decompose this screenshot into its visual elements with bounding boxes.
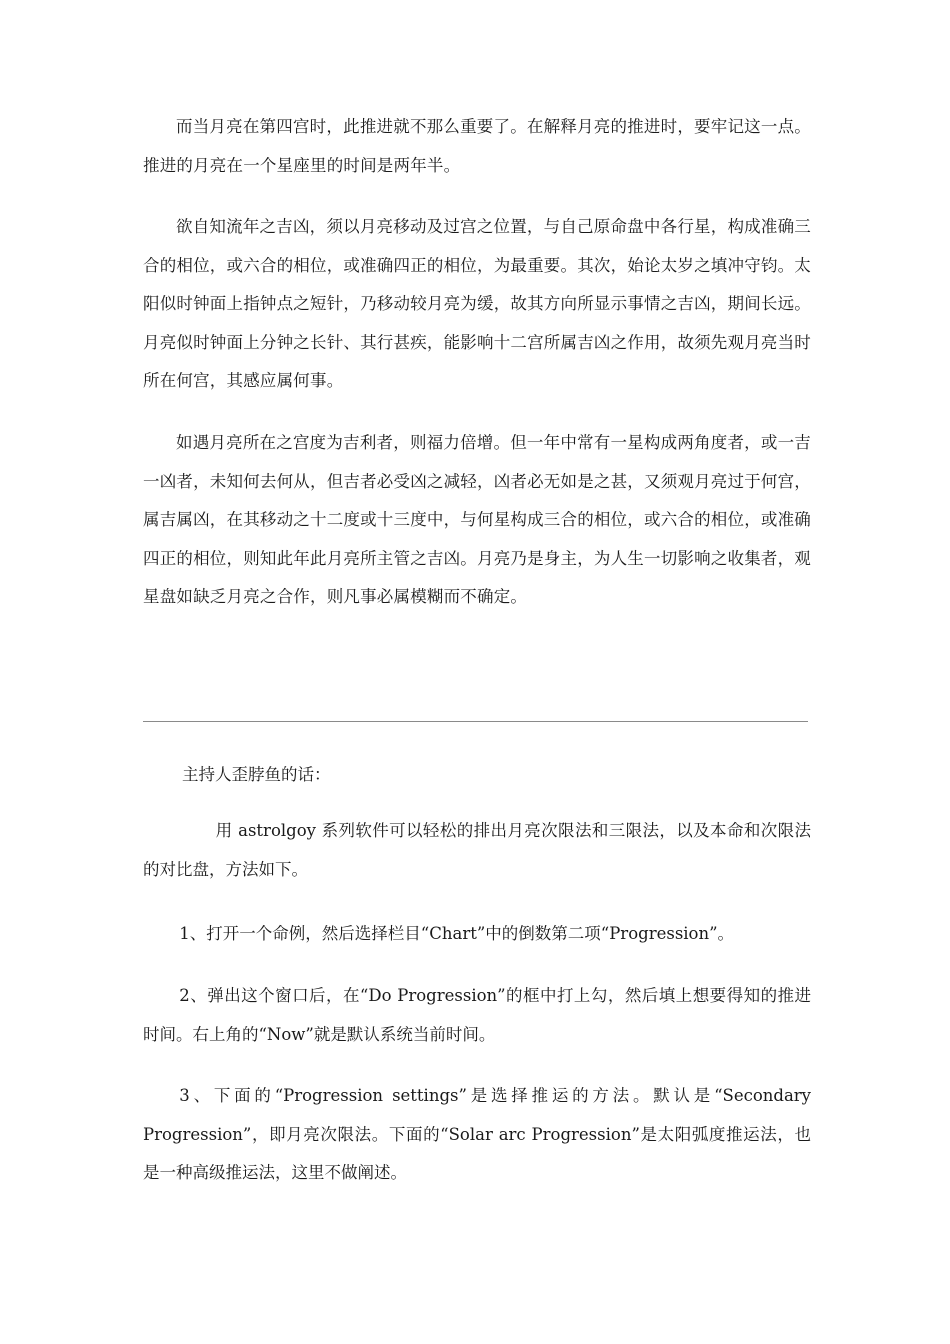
article-paragraph-3: 如遇月亮所在之宫度为吉利者，则福力倍增。但一年中常有一星构成两角度者，或一吉一凶者，未知何去何从，但吉者必受凶之减轻，凶者必无如是之甚，又须观月亮过于何宫，属吉属凶，在其移动之十二度或十三度中，与何星构成三合的相位，或六合的相位，或准确四正的相位，则知此年此月亮所主管之吉凶。月亮乃是身主，为人生一切影响之收集者，观星盘如缺乏月亮之合作，则凡事必属模糊而不确定。 <box>143 433 811 606</box>
article-paragraph-1: 而当月亮在第四宫时，此推进就不那么重要了。在解释月亮的推进时，要牢记这一点。推进的月亮在一个星座里的时间是两年半。 <box>143 117 811 175</box>
step-2: 2、弹出这个窗口后，在“Do Progression”的框中打上勾，然后填上想要得知的推进时间。右上角的“Now”就是默认系统当前时间。 <box>143 986 811 1044</box>
host-note-heading: 主持人歪脖鱼的话： <box>182 765 331 784</box>
article-paragraph-2: 欲自知流年之吉凶，须以月亮移动及过宫之位置，与自己原命盘中各行星，构成准确三合的相位，或六合的相位，或准确四正的相位，为最重要。其次，始论太岁之填冲守钧。太阳似时钟面上指钟点之短针，乃移动较月亮为缓，故其方向所显示事情之吉凶，期间长远。月亮似时钟面上分钟之长针、其行甚疾，能影响十二宫所属吉凶之作用，故须先观月亮当时所在何宫，其感应属何事。 <box>143 217 811 390</box>
section-divider <box>143 721 808 722</box>
step-3: 3、下面的“Progression settings”是选择推运的方法。默认是“Secondary Progression”，即月亮次限法。下面的“Solar arc Progression”是太阳弧度推运法，也是一种高级推运法，这里不做阐述。 <box>143 1086 811 1182</box>
host-note-intro: 用 astrolgoy 系列软件可以轻松的排出月亮次限法和三限法，以及本命和次限法的对比盘，方法如下。 <box>143 821 811 879</box>
step-1: 1、打开一个命例，然后选择栏目“Chart”中的倒数第二项“Progression”。 <box>179 924 735 943</box>
